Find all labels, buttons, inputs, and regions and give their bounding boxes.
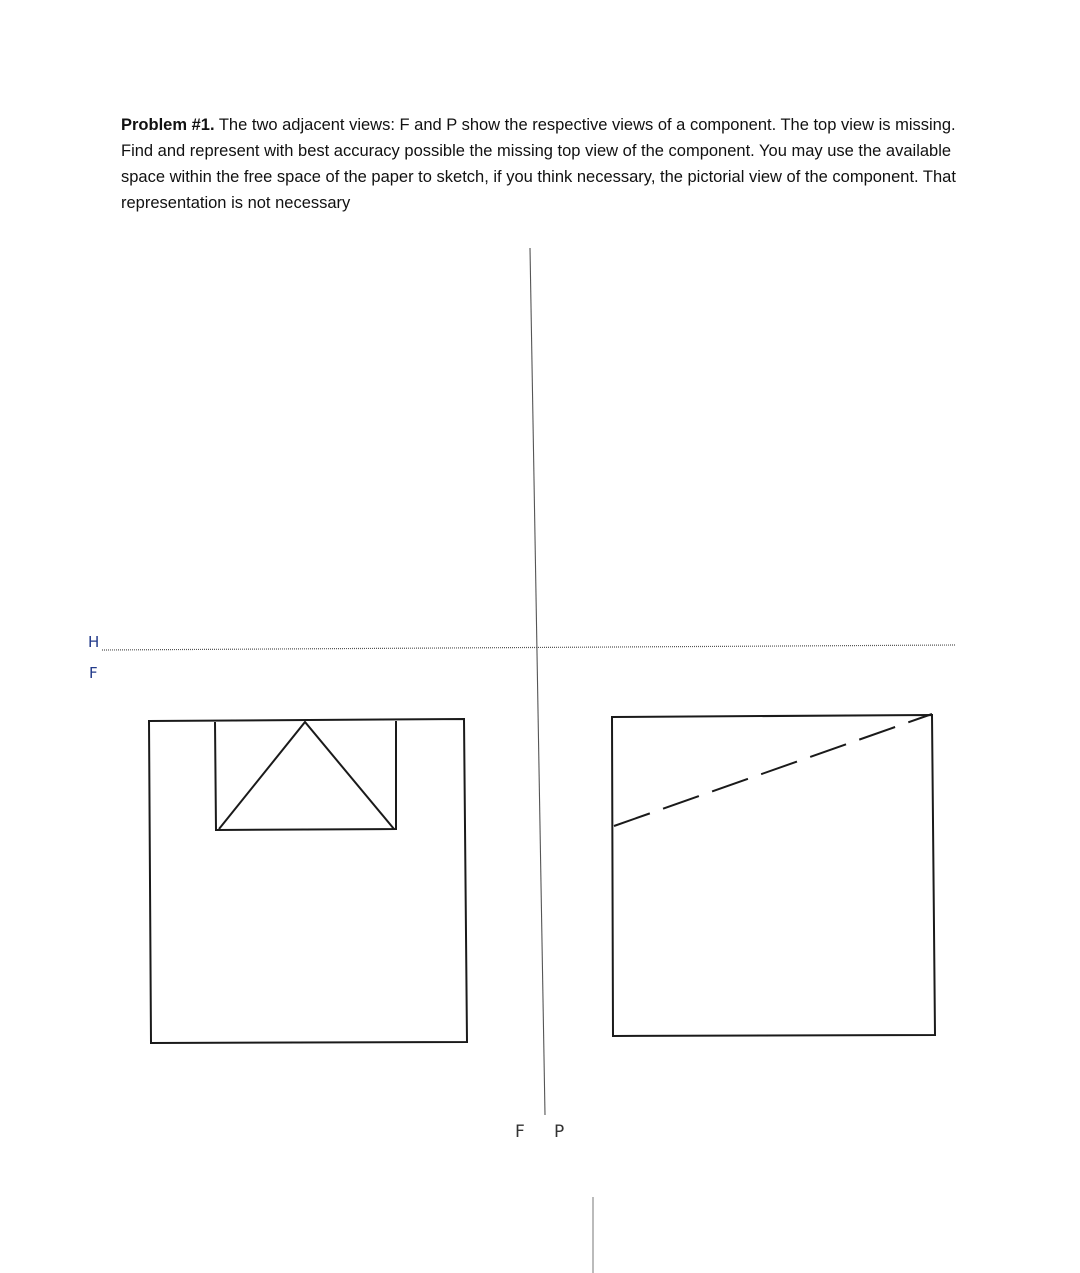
fold-label-f-bottom: F	[515, 1122, 525, 1142]
front-view-F	[149, 719, 467, 1043]
profile-view-P	[612, 714, 935, 1036]
vertical-fold-line	[530, 248, 545, 1115]
profile-view-outline	[612, 715, 935, 1036]
front-view-triangle	[219, 722, 394, 829]
fold-label-f-left: F	[89, 664, 98, 682]
problem-text: The two adjacent views: F and P show the respective views of a component. The top view is missing. Find and represent with best accuracy possible the missing top view of the component. You may use the available space within the free space of the paper to sketch, if you think necessary, the pictorial view of the component. That representation is not necessary	[121, 116, 956, 212]
profile-hidden-line	[614, 714, 932, 826]
fold-label-h: H	[88, 633, 100, 651]
front-view-slot	[215, 721, 396, 830]
horizontal-fold-line	[102, 645, 956, 650]
problem-heading: Problem #1.	[121, 116, 215, 134]
fold-label-p: P	[554, 1122, 565, 1142]
front-view-outline	[149, 719, 467, 1043]
